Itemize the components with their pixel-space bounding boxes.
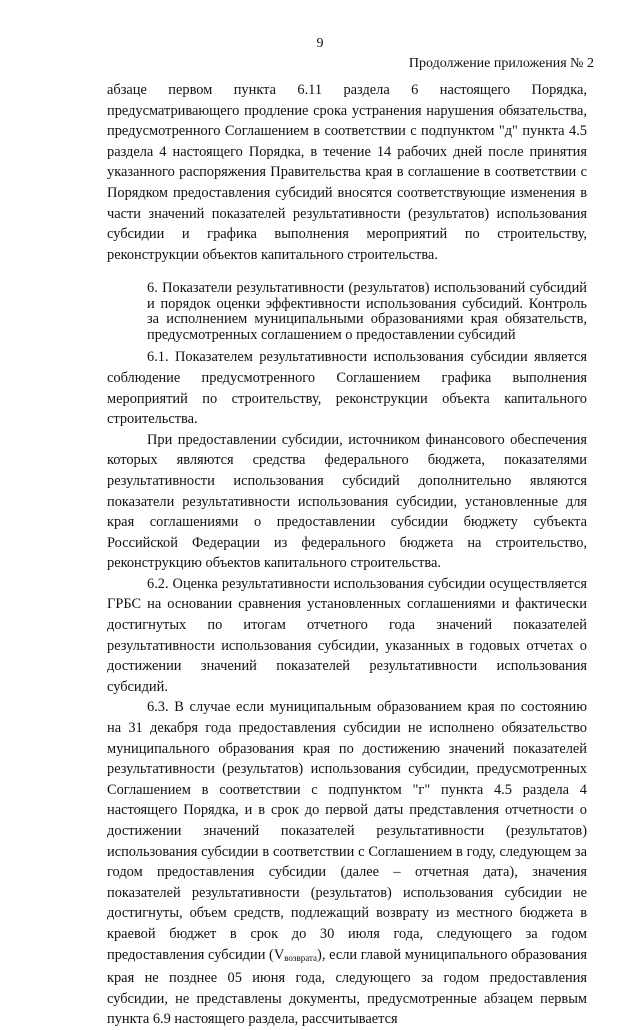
document-body bbox=[107, 80, 587, 1030]
paragraph-6-3 bbox=[107, 697, 587, 1030]
paragraph-6-3-text: 6.3. В случае если муниципальным образованием края по состоянию на 31 декабря года предоставления субсидии не исполнено обязательство муниципального образования края по достижению значений показателей результативности (результатов) использования субсидии, предусмотренных Соглашением в соответствии с подпунктом "г" пункта 4.5 раздела 4 настоящего Порядка, и в срок до первой даты представления отчетности о достижении значений показателей результативности (результатов) использования субсидии в соответствии с Соглашением в году, следующем за годом предоставления субсидии (далее – отчетная дата), значения показателей результативности (результатов) использования субсидии не достигнуты, объем средств, подлежащий возврату из местного бюджета в краевой бюджет в срок до 30 июля года, следующего за годом предоставления субсидии (V bbox=[107, 699, 587, 963]
paragraph-federal-funding: При предоставлении субсидии, источником финансового обеспечения которых являются средства федерального бюджета, показателями результативности использования субсидий дополнительно являются показатели результативности использования субсидии, установленные для края соглашениями о предоставлении субсидии бюджету субъекта Российской Федерации из федерального бюджета на строительство, реконструкцию объектов капитального строительства. bbox=[107, 431, 587, 572]
appendix-continuation-label: Продолжение приложения № 2 bbox=[408, 56, 594, 71]
section-heading-6: 6. Показатели результативности (результатов) использований субсидий и порядок оценки эффективности использования субсидий. Контроль за исполнением муниципальными образованиями края обязательств, предусмотренных соглашением о предоставлении субсидий bbox=[147, 280, 587, 343]
paragraph-6-3-text-end: ), если главой муниципального образования края не позднее 05 июня года, следующего за годом предоставления субсидии, не представлены документы, предусмотренные абзацем первым пункта 6.9 настоящего раздела, рассчитывается bbox=[107, 946, 587, 1028]
page-number: 9 bbox=[316, 36, 324, 51]
paragraph-6-1: 6.1. Показателем результативности использования субсидии является соблюдение предусмотренного Соглашением графика выполнения мероприятий по строительству, реконструкции объекта капитального строительства. bbox=[107, 349, 587, 428]
paragraph-continuation: абзаце первом пункта 6.11 раздела 6 настоящего Порядка, предусматривающего продление срока устранения нарушения обязательства, предусмотренного Соглашением в соответствии с подпунктом "д" пункта 4.5 раздела 4 настоящего Порядка, в течение 14 рабочих дней после принятия указанного распоряжения Правительства края в соглашение в соответствии с Порядком предоставления субсидий вносятся соответствующие изменения в части значений показателей результативности (результатов) использования субсидии и графика выполнения мероприятий по строительству, реконструкции объектов капитального строительства. bbox=[107, 82, 587, 263]
paragraph-6-2: 6.2. Оценка результативности использования субсидии осуществляется ГРБС на основании сравнения установленных соглашениями и фактически достигнутых по итогам отчетного года значений показателей результативности использования субсидии, указанных в годовых отчетах о достижении значений показателей результативности использования субсидий. bbox=[107, 575, 587, 695]
v-return-subscript: возврата bbox=[284, 952, 318, 963]
